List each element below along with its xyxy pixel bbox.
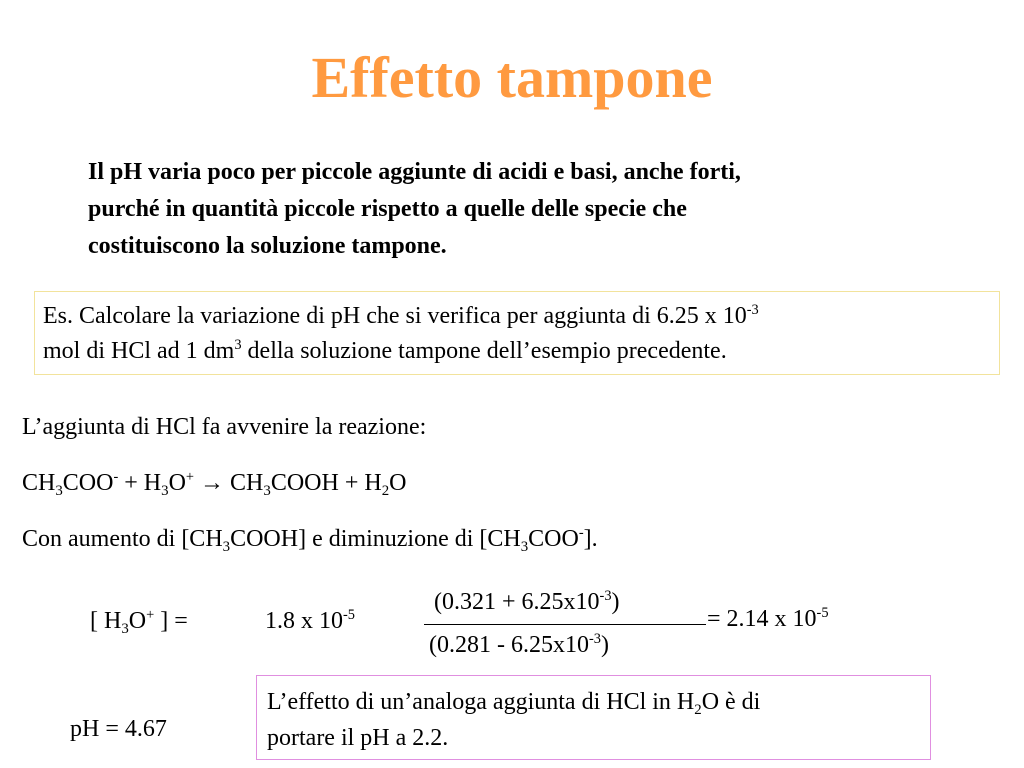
product-1-sub: 3 [263,483,271,500]
product-1-a: CH [230,470,264,496]
reaction-note-sub-1: 3 [222,539,231,556]
equation-result [707,604,829,634]
equation-numerator-b: ) [611,589,620,615]
note-line-1-a: L’effetto di un’analoga aggiunta di HCl in H [267,689,695,715]
product-2-sub: 2 [381,483,390,500]
note-box [256,675,931,760]
reactant-2-charge: + [185,468,195,485]
equation-lhs-b: O [128,608,147,634]
ph-result: pH = 4.67 [70,716,167,742]
equation-denominator-a: (0.281 - 6.25x10 [429,632,589,658]
exercise-exponent: -3 [746,301,759,318]
reactant-1-sub: 3 [55,483,63,500]
equation-ka [265,606,355,636]
equation-result-exponent: -5 [816,604,829,621]
reaction-note-b: COOH] e diminuzione di [CH [230,526,521,552]
reaction-note-d: ]. [583,526,598,552]
reaction-equation [22,468,406,498]
reaction-note-a: Con aumento di [CH [22,526,223,552]
reaction-intro: L’aggiunta di HCl fa avvenire la reazione: [22,414,427,440]
equation-denominator [429,630,609,660]
exercise-line-1 [43,299,999,334]
equation-ka-base: 1.8 x 10 [265,608,343,634]
intro-line-1: Il pH varia poco per piccole aggiunte di acidi e basi, anche forti, [88,159,741,185]
equation-numerator [434,587,620,617]
reactant-1-b: COO [62,470,114,496]
plus-sign: + H [118,470,162,496]
reaction-note-c: COO [528,526,579,552]
exercise-line-2-text-a: mol di HCl ad 1 dm [43,338,235,364]
equation-ka-exponent: -5 [343,606,355,623]
intro-paragraph [88,154,988,265]
equation-lhs [90,606,188,636]
equation-lhs-a: [ H [90,608,122,634]
exercise-line-2-text-b: della soluzione tampone dell’esempio precedente. [241,338,727,364]
reaction-note [22,524,598,554]
intro-line-2: purché in quantità piccole rispetto a quelle delle specie che [88,196,687,222]
slide-title: Effetto tampone [311,45,713,110]
reactant-2-sub: 3 [161,483,169,500]
note-line-2: portare il pH a 2.2. [267,725,449,751]
reactant-2-b: O [168,470,186,496]
reaction-note-charge: - [578,524,584,541]
reaction-arrow: → [194,470,231,496]
equation-numerator-a: (0.321 + 6.25x10 [434,589,600,615]
equation-numerator-exponent: -3 [599,587,612,604]
note-line-1 [267,684,930,720]
equation-lhs-sub: 3 [121,621,129,638]
reactant-1-a: CH [22,470,56,496]
exercise-line-1-text: Es. Calcolare la variazione di pH che si verifica per aggiunta di 6.25 x 10 [43,303,747,329]
reactant-1-charge: - [113,468,119,485]
product-1-b: COOH + H [270,470,382,496]
fraction-bar [424,624,706,625]
equation-lhs-charge: + [146,606,155,623]
note-line-1-b: O è di [701,689,761,715]
equation-result-base: = 2.14 x 10 [707,606,817,632]
reaction-note-sub-2: 3 [520,539,529,556]
equation-denominator-exponent: -3 [588,630,601,647]
equation-lhs-c: ] = [154,608,188,634]
exercise-line-2 [43,334,999,369]
exercise-volume-exponent: 3 [234,336,242,353]
exercise-box [34,291,1000,375]
intro-line-3: costituiscono la soluzione tampone. [88,233,447,259]
note-sub: 2 [694,702,702,719]
product-2-b: O [389,470,407,496]
equation-denominator-b: ) [600,632,609,658]
